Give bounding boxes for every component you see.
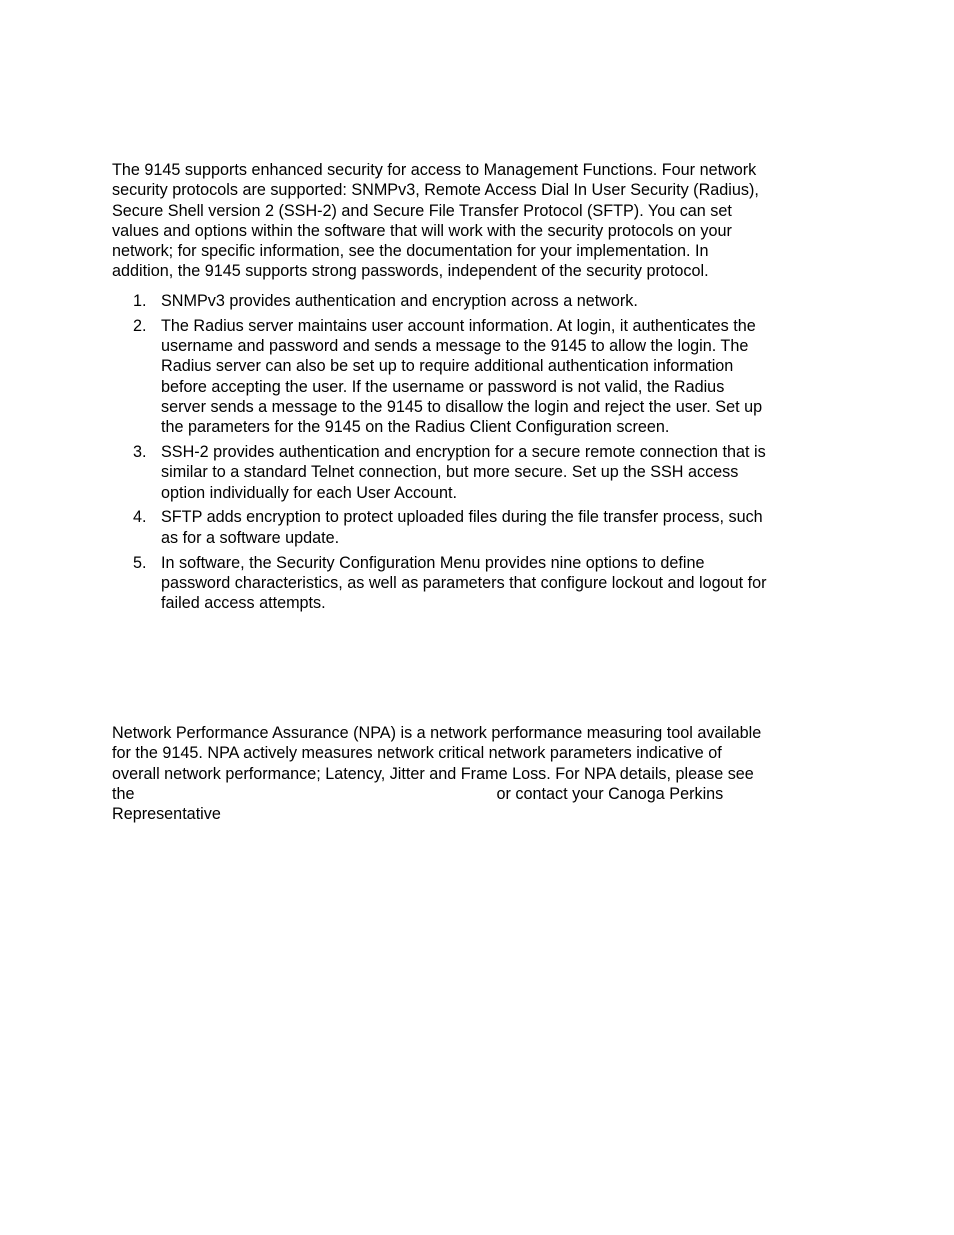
list-item-line: SNMPv3 provides authentication and encryption across a network.: [161, 292, 638, 310]
list-item-number: 3.: [133, 443, 147, 462]
list-item-line: The Radius server maintains user account information. At login, it authenticates the: [161, 316, 756, 335]
list-item: [112, 507, 832, 548]
list-item: [112, 316, 832, 438]
security-intro-line: addition, the 9145 supports strong passwords, independent of the security protocol.: [112, 262, 709, 281]
list-item-line: SSH-2 provides authentication and encryption for a secure remote connection that is: [161, 443, 766, 462]
security-intro-line: values and options within the software that will work with the security protocols on your: [112, 221, 732, 240]
list-item-line: In software, the Security Configuration Menu provides nine options to define: [161, 553, 705, 572]
npa-line-start: the: [112, 784, 135, 803]
list-item-number: 4.: [133, 508, 147, 527]
list-item-number: 1.: [133, 292, 147, 310]
list-item-line: option individually for each User Account.: [161, 483, 458, 502]
security-intro-paragraph: [112, 160, 812, 282]
list-item-line: similar to a standard Telnet connection, but more secure. Set up the SSH access: [161, 463, 739, 482]
npa-line-end: or contact your Canoga Perkins: [496, 784, 724, 803]
npa-line: overall network performance; Latency, Jitter and Frame Loss. For NPA details, please see: [112, 764, 754, 783]
list-item-number: 2.: [133, 316, 147, 335]
security-intro-line: security protocols are supported: SNMPv3, Remote Access Dial In User Security (Radius),: [112, 181, 759, 200]
list-item-line: username and password and sends a message to the 9145 to allow the login. The: [161, 337, 749, 356]
list-item-line: password characteristics, as well as parameters that configure lockout and logout for: [161, 573, 767, 592]
npa-line-reference: [112, 784, 812, 804]
npa-line: Representative: [112, 805, 221, 824]
npa-paragraph: [112, 723, 812, 824]
list-item-line: the parameters for the 9145 on the Radius Client Configuration screen.: [161, 418, 670, 437]
list-item: [112, 553, 832, 614]
npa-line: for the 9145. NPA actively measures network critical network parameters indicative of: [112, 744, 722, 763]
list-item: [112, 442, 832, 503]
npa-line: Network Performance Assurance (NPA) is a network performance measuring tool available: [112, 724, 762, 742]
security-intro-line: network; for specific information, see the documentation for your implementation. In: [112, 242, 709, 261]
list-item: [112, 291, 832, 311]
security-intro-line: The 9145 supports enhanced security for access to Management Functions. Four network: [112, 161, 757, 179]
security-intro-line: Secure Shell version 2 (SSH-2) and Secure File Transfer Protocol (SFTP). You can set: [112, 201, 732, 220]
list-item-line: Radius server can also be set up to require additional authentication information: [161, 357, 734, 376]
list-item-line: server sends a message to the 9145 to disallow the login and reject the user. Set up: [161, 397, 763, 416]
security-protocol-list: [112, 291, 832, 618]
list-item-line: as for a software update.: [161, 528, 340, 547]
list-item-number: 5.: [133, 553, 147, 572]
list-item-line: SFTP adds encryption to protect uploaded files during the file transfer process, such: [161, 508, 763, 527]
list-item-line: before accepting the user. If the username or password is not valid, the Radius: [161, 377, 725, 396]
list-item-line: failed access attempts.: [161, 594, 326, 613]
